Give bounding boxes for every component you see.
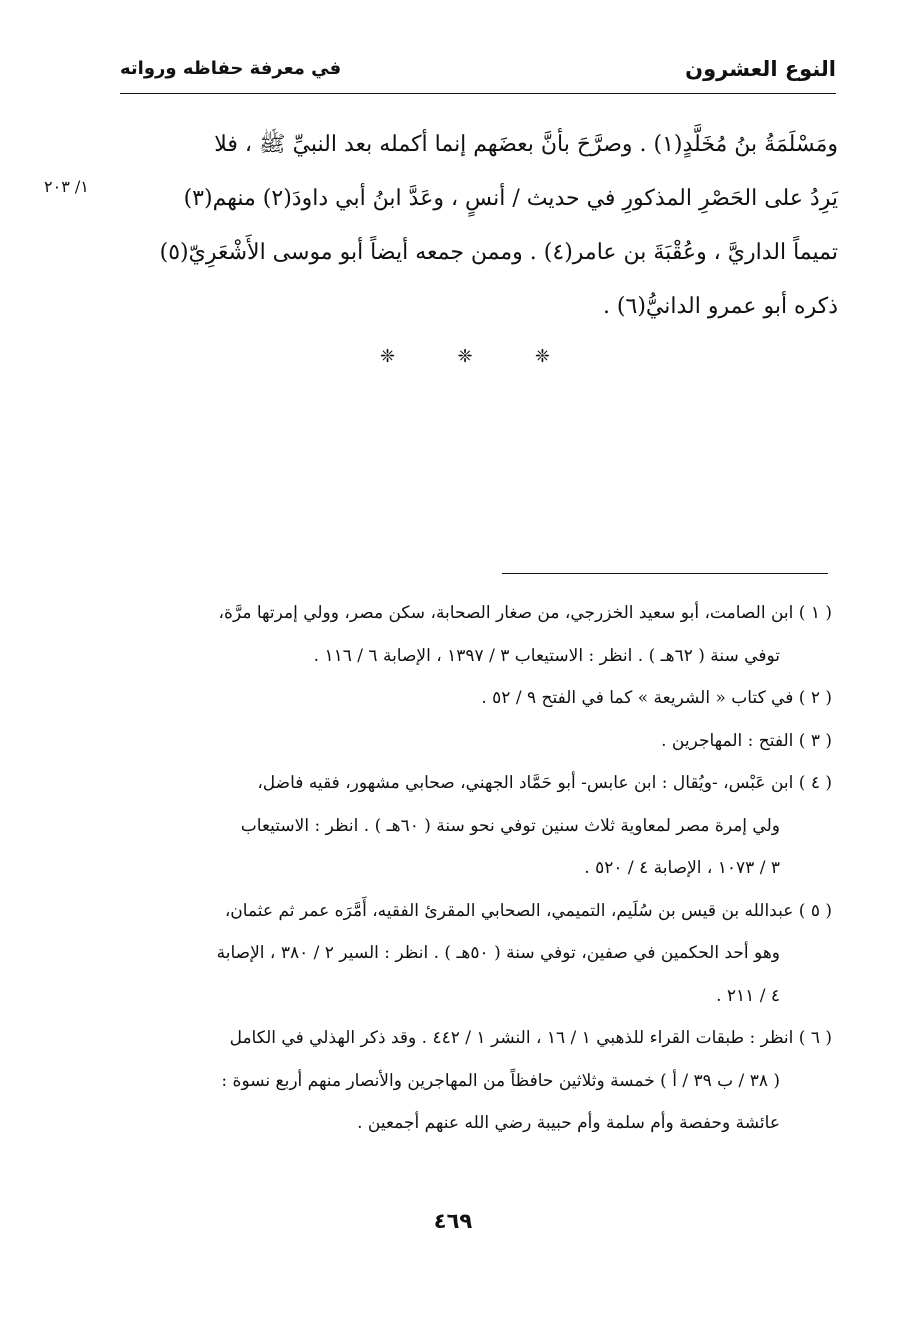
body-line: ومَسْلَمَةُ بنُ مُخَلَّدٍ(١) . وصرَّحَ بأنَّ بعضَهم إنما أكمله بعد النبيِّ ﷺ ، فلا: [214, 132, 838, 157]
footnote-3: [112, 720, 832, 763]
footnote-5: [112, 890, 832, 1018]
chapter-title: النوع العشرون: [685, 57, 836, 81]
body-line: ذكره أبو عمرو الدانيُّ(٦) .: [602, 294, 838, 319]
footnote-line: ( ٣ ) الفتح : المهاجرين .: [661, 730, 832, 751]
margin-reference: ١/ ٢٠٣: [44, 177, 89, 196]
body-line: يَرِدُ على الحَصْرِ المذكورِ في حديث / أنسٍ ، وعَدَّ ابنُ أبي داودَ(٢) منهم(٣): [183, 186, 838, 211]
footnote-line: ولي إمرة مصر لمعاوية ثلاث سنين توفي نحو سنة ( ٦٠هـ ) . انظر : الاستيعاب: [240, 815, 780, 836]
section-title: في معرفة حفاظه ورواته: [120, 58, 342, 79]
footnote-divider: [502, 573, 828, 574]
body-line: تميماً الداريَّ ، وعُقْبَةَ بن عامر(٤) . وممن جمعه أيضاً أبو موسى الأَشْعَرِيّ(٥): [159, 240, 838, 265]
footnote-2: [112, 677, 832, 720]
footnote-6: [112, 1017, 832, 1145]
footnote-line: عائشة وحفصة وأم سلمة وأم حبيبة رضي الله عنهم أجمعين .: [357, 1113, 780, 1133]
footnote-line: ٤ / ٢١١ .: [716, 985, 780, 1006]
footnote-1: [112, 592, 832, 677]
footnote-4: [112, 762, 832, 890]
footnote-line: ٣ / ١٠٧٣ ، الإصابة ٤ / ٥٢٠ .: [584, 858, 780, 878]
footnote-line: ( ١ ) ابن الصامت، أبو سعيد الخزرجي، من صغار الصحابة، سكن مصر، وولي إمرتها مرَّة،: [218, 603, 832, 623]
footnote-line: ( ٥ ) عبدالله بن قيس بن سُلَيم، التميمي، الصحابي المقرئ الفقيه، أَمَّرَه عمر ثم عثمان،: [224, 900, 832, 921]
footnote-line: ( ٣٨ / ب ٣٩ / أ ) خمسة وثلاثين حافظاً من المهاجرين والأنصار منهم أربع نسوة :: [221, 1070, 780, 1091]
header-divider: [120, 93, 836, 94]
running-header: [120, 52, 836, 88]
footnote-line: ( ٢ ) في كتاب « الشريعة » كما في الفتح ٩ / ٥٢ .: [481, 688, 832, 708]
separator-star-icon: ❈: [457, 346, 473, 367]
separator-star-icon: ❈: [534, 346, 550, 367]
footnote-line: ( ٦ ) انظر : طبقات القراء للذهبي ١ / ١٦ ، النشر ١ / ٤٤٢ . وقد ذكر الهذلي في الكامل: [229, 1028, 832, 1048]
footnote-line: وهو أحد الحكمين في صفين، توفي سنة ( ٥٠هـ ) . انظر : السير ٢ / ٣٨٠ ، الإصابة: [216, 943, 780, 963]
footnotes: [112, 592, 832, 1145]
main-body-text: [118, 118, 838, 334]
separator-star-icon: ❈: [380, 346, 396, 367]
footnote-line: توفي سنة ( ٦٢هـ ) . انظر : الاستيعاب ٣ / ١٣٩٧ ، الإصابة ٦ / ١١٦ .: [313, 645, 780, 666]
footnote-line: ( ٤ ) ابن عَبْس، -ويُقال : ابن عابس- أبو حَمَّاد الجهني، صحابي مشهور، فقيه فاضل،: [257, 773, 832, 793]
section-separator: [380, 342, 550, 372]
page-number: ٤٦٩: [433, 1209, 473, 1233]
